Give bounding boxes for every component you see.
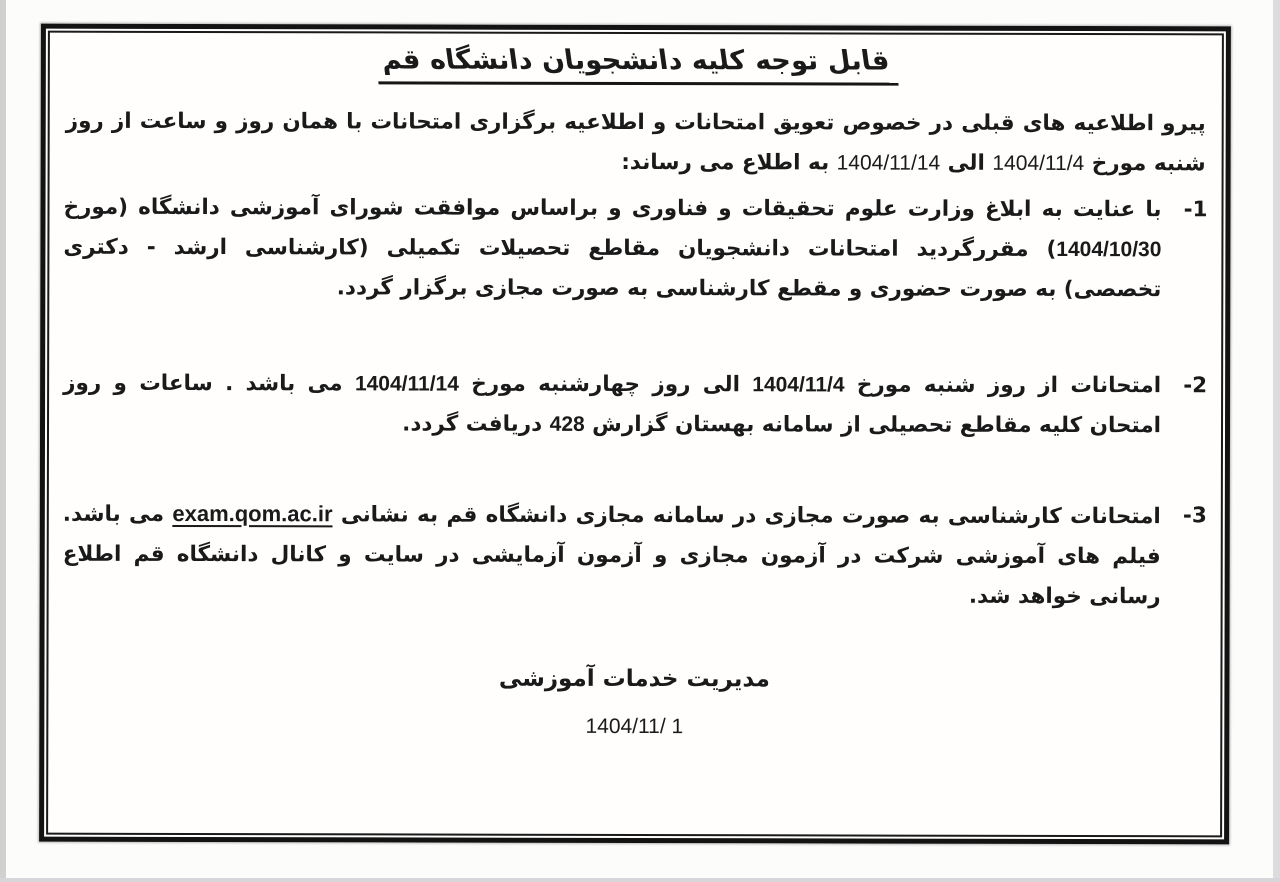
exam-portal-url: exam.qom.ac.ir [172, 500, 333, 527]
item1-date: 1404/10/30 [1056, 237, 1162, 262]
item2-date-from: 1404/11/4 [752, 373, 845, 397]
item2-text-middle: می باشد . ساعات و روز امتحان کلیه مقاطع تحصیلی از سامانه بهستان گزارش [63, 370, 1162, 439]
list-item-2-text [63, 364, 1161, 446]
intro-text-end: به اطلاع می رساند: [621, 149, 837, 176]
item1-text-before-date: با عنایت به ابلاغ وزارت علوم تحقیقات و فناوری و براساس موافقت شورای آموزشی دانشگاه (مورخ [63, 194, 1162, 223]
intro-date-to: 1404/11/14 [836, 151, 941, 175]
scan-edge-right [1273, 0, 1280, 882]
item2-text-end: دریافت گردد. [402, 411, 550, 437]
item2-date-to: 1404/11/14 [354, 372, 459, 396]
item3-text-before-url: امتحانات کارشناسی به صورت مجازی در سامانه مجازی دانشگاه قم به نشانی [332, 502, 1161, 530]
notice-frame [39, 24, 1231, 845]
list-item-3-marker: 3- [1182, 503, 1207, 529]
list-item-1-marker: 1- [1183, 197, 1208, 223]
item2-report-number: 428 [549, 412, 585, 436]
list-item-1 [63, 188, 1207, 311]
signature-block [62, 661, 1206, 744]
scan-edge-bottom [0, 878, 1280, 882]
title-row [64, 43, 1208, 87]
signature-date: 1404/11/ 1 [585, 714, 684, 739]
item2-text-between: الی روز چهارشنبه مورخ [458, 371, 753, 398]
item2-text-start: امتحانات از روز شنبه مورخ [844, 372, 1162, 399]
scan-edge-left [0, 0, 6, 882]
notice-title: قابل توجه کلیه دانشجویان دانشگاه قم [373, 43, 899, 85]
intro-text-start: پیرو اطلاعیه های قبلی در خصوص تعویق امتحانات و اطلاعیه برگزاری امتحانات با همان روز و ساعت از روز شنبه مورخ [65, 108, 1206, 177]
list-item-3 [63, 494, 1207, 618]
notice-frame-inner [46, 31, 1224, 838]
list-item-2-marker: 2- [1183, 373, 1208, 399]
list-item-1-text [63, 188, 1161, 310]
item1-text-after-date: ) مقررگردید امتحانات دانشجویان مقاطع تحصیلات تکمیلی (کارشناسی ارشد - دکتری تخصصی) به صورت حضوری و مقطع کارشناسی به صورت مجازی برگزار گردد. [63, 234, 1162, 303]
intro-text-between: الی [940, 150, 993, 176]
list-item-2 [63, 364, 1207, 447]
intro-date-from: 1404/11/4 [992, 151, 1085, 176]
signature-department: مدیریت خدمات آموزشی [498, 665, 770, 693]
list-item-3-text [63, 494, 1161, 617]
intro-paragraph [66, 102, 1206, 185]
item3-text-after-url: می باشد. فیلم های آموزشی شرکت در آزمون مجازی و آزمون آزمایشی در سایت و کانال دانشگاه قم اطلاع رسانی خواهد شد. [62, 501, 1161, 610]
